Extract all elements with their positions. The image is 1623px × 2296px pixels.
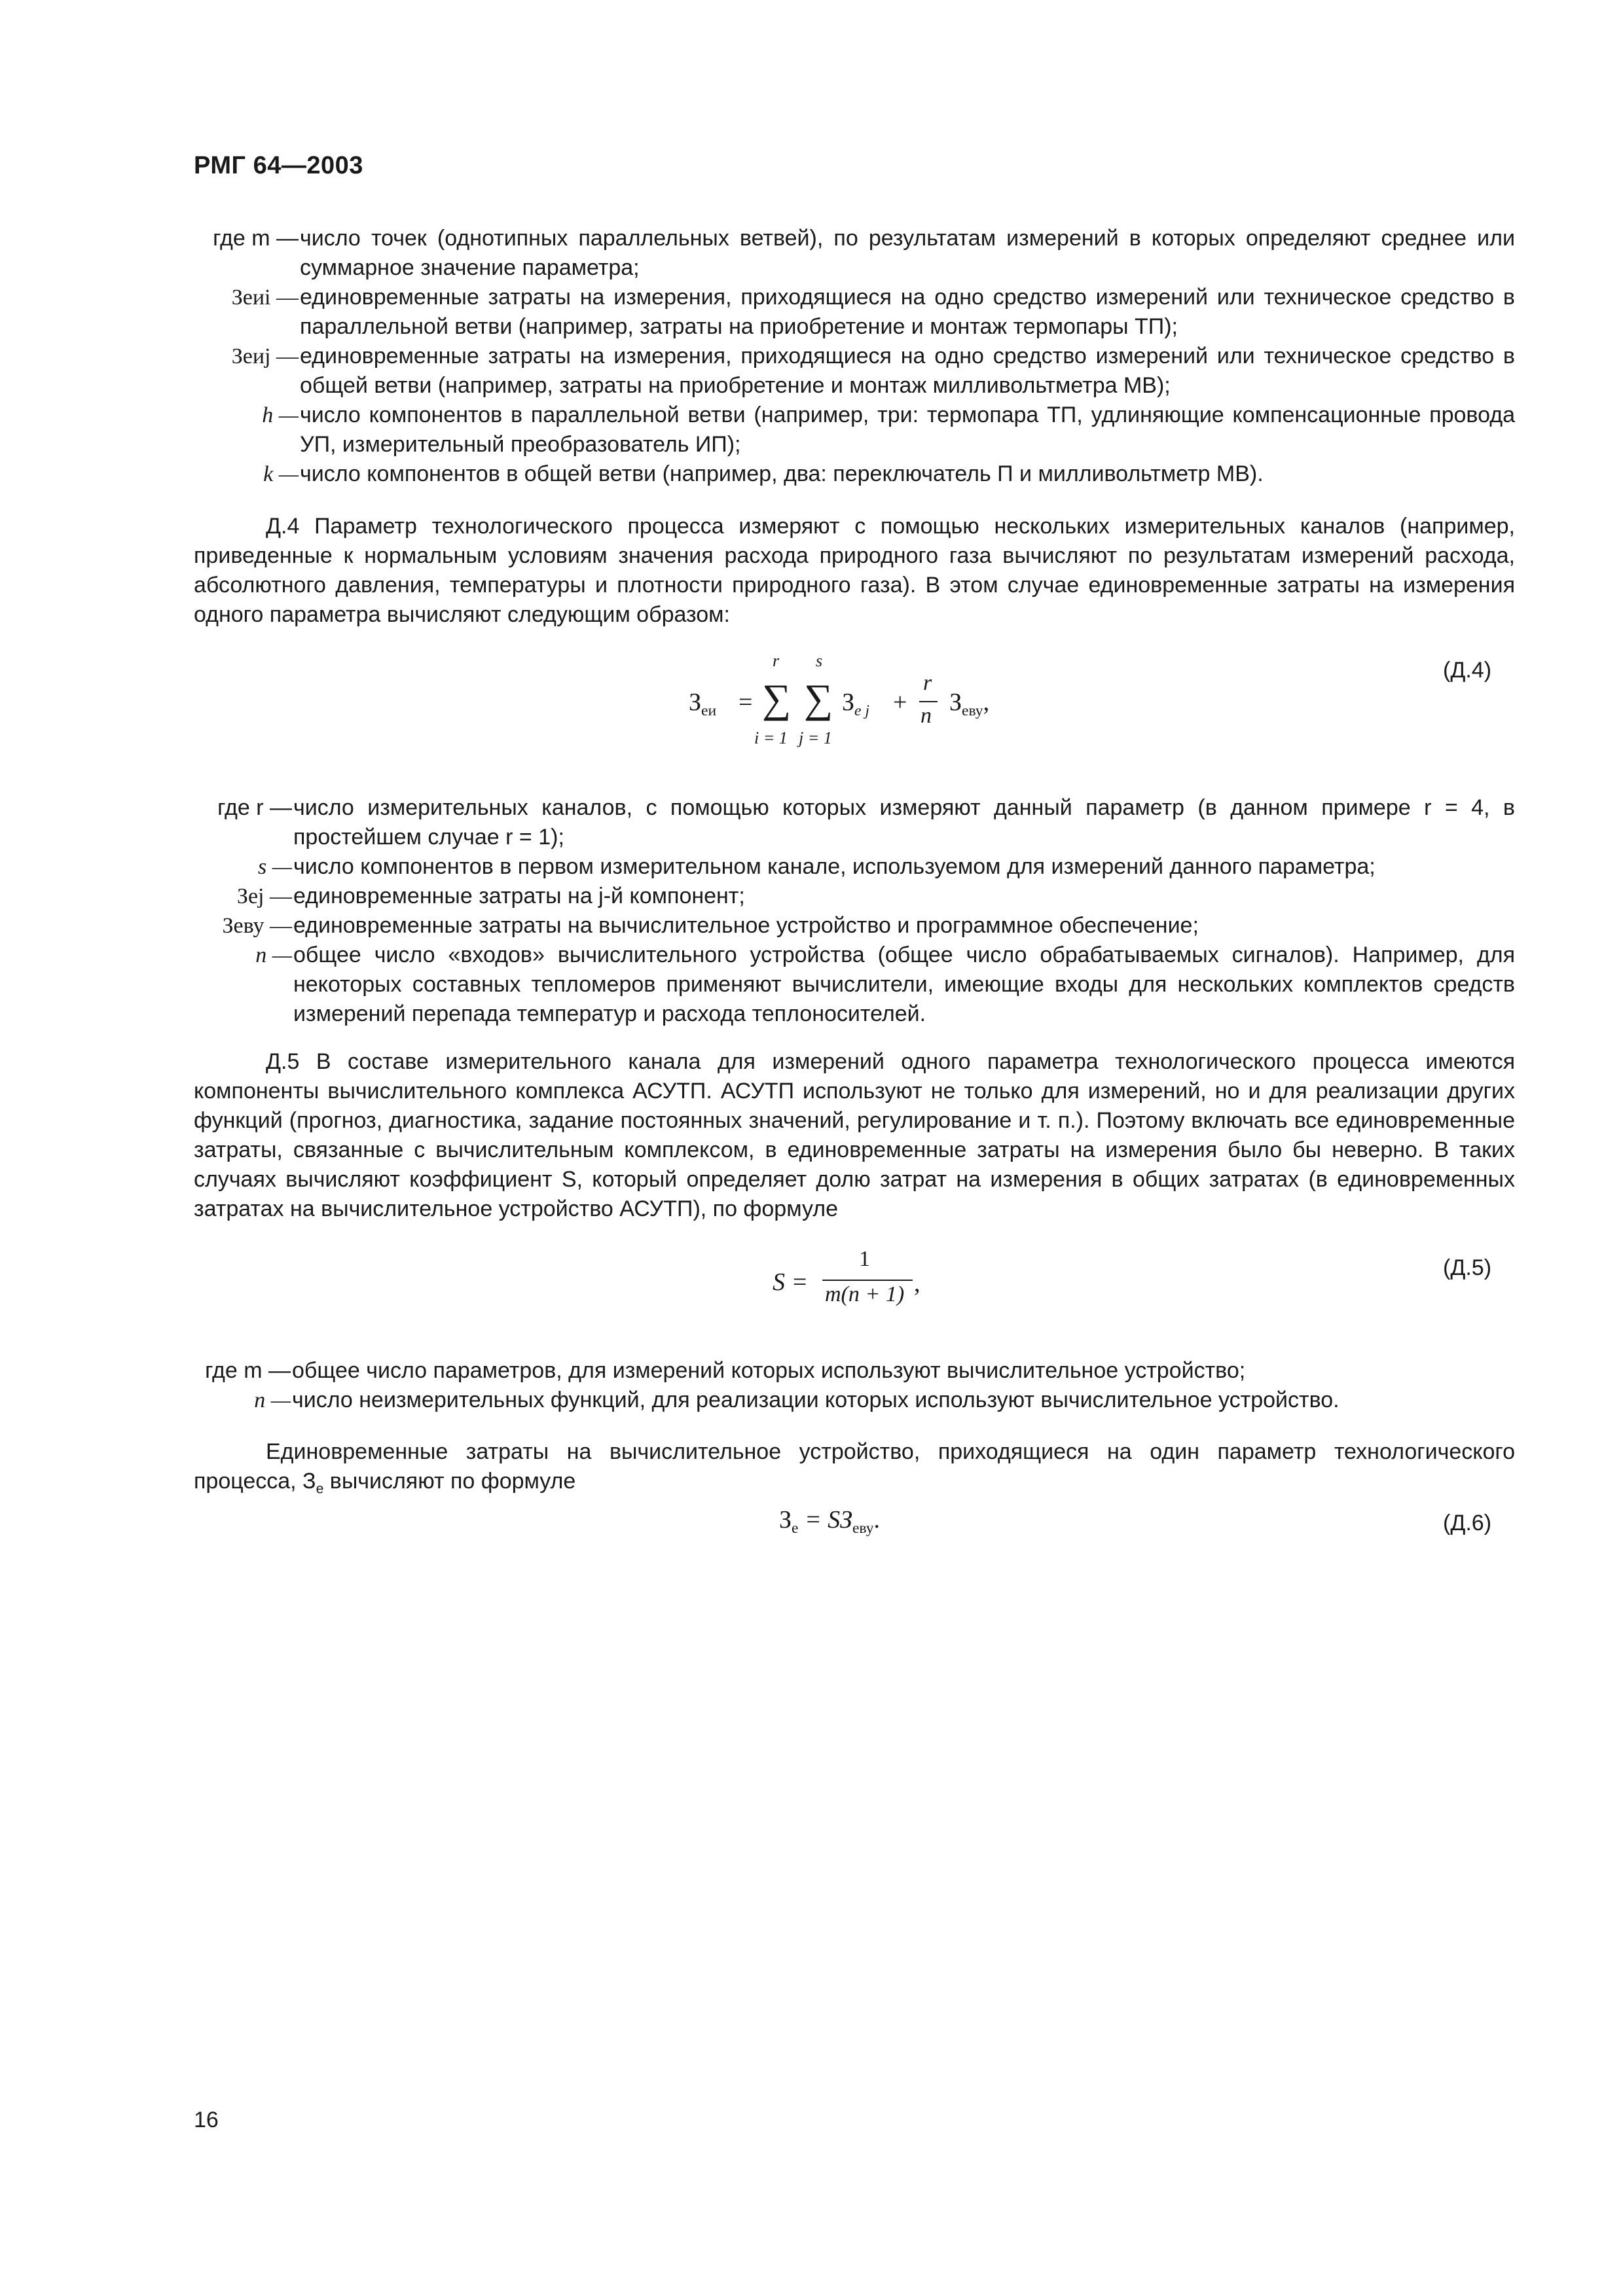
definition-term: n — bbox=[255, 943, 292, 967]
fraction-numerator: r bbox=[923, 671, 932, 695]
sum2-lower-limit: j = 1 bbox=[799, 728, 832, 747]
definition-term: где m — bbox=[213, 226, 299, 251]
equation-number-d5: (Д.5) bbox=[1443, 1255, 1492, 1280]
definition-term: s — bbox=[258, 855, 292, 879]
formula-d4-term1: $З_{е j}$ bbox=[842, 689, 869, 720]
definition-text: число компонентов в параллельной ветви (например, три: термопара ТП, удлиняющие компенсационные провода УП, измерительный преобразователь ИП); bbox=[300, 403, 1515, 457]
formula-d4-term2: $З_{еву}$, bbox=[949, 689, 990, 720]
paragraph-d6 bbox=[194, 1437, 1515, 1496]
paragraph-d5-text: Д.5 В составе измерительного канала для измерений одного параметра технологического процесса имеются компоненты вычислительного комплекса АСУТП. АСУТП используют не только для измерений, но и для реализации других функций (прогноз, диагностика, задание постоянных значений, регулирование и т. п.). Поэтому включать все единовременные затраты, связанные с вычислительным комплексом, в единовременные затраты на измерения было бы неверно. В таких случаях вычисляют коэффициент S, который определяет долю затрат на измерения в общих затратах (в единовременных затратах на вычислительное устройство АСУТП), по формуле bbox=[194, 1049, 1515, 1221]
formula-d4-lhs: $З_{еи}$ bbox=[689, 689, 717, 720]
definitions-block-1 bbox=[194, 224, 1515, 489]
definition-item bbox=[194, 793, 1515, 852]
definition-term: где m — bbox=[205, 1358, 291, 1383]
formula-d6 bbox=[779, 1505, 976, 1545]
definitions-block-2 bbox=[194, 793, 1515, 1029]
definition-item bbox=[194, 852, 1515, 882]
definition-item bbox=[194, 882, 1515, 911]
definition-text: единовременные затраты на j-й компонент; bbox=[293, 884, 745, 908]
definition-term: Зеву — bbox=[222, 914, 292, 938]
definition-text: число компонентов в первом измерительном канале, используемом для измерений данного параметра; bbox=[293, 854, 1376, 879]
definition-item bbox=[194, 401, 1515, 459]
definition-text: число компонентов в общей ветви (например, два: переключатель П и милливольтметр МВ). bbox=[300, 461, 1264, 486]
fraction-denominator: m(n + 1) bbox=[825, 1282, 905, 1306]
equation-number-d6: (Д.6) bbox=[1443, 1511, 1492, 1535]
formula-d4-plus: + bbox=[893, 689, 907, 716]
paragraph-d4 bbox=[194, 512, 1515, 630]
page-number: 16 bbox=[194, 2108, 219, 2132]
sum1-lower-limit: i = 1 bbox=[754, 728, 788, 747]
paragraph-d4-text: Д.4 Параметр технологического процесса измеряют с помощью нескольких измерительных каналов (например, приведенные к нормальным условиям значения расхода природного газа вычисляют по результатам измерений расхода, абсолютного давления, температуры и плотности природного газа). В этом случае единовременные затраты на измерения одного параметра вычисляют следующим образом: bbox=[194, 514, 1515, 627]
paragraph-d5 bbox=[194, 1047, 1515, 1224]
definition-item bbox=[194, 1386, 1515, 1415]
document-header: РМГ 64—2003 bbox=[194, 152, 363, 179]
definition-term: где r — bbox=[217, 795, 292, 820]
formula-d4-equals: = bbox=[739, 689, 753, 716]
formula-d6-rhs-sub: еву bbox=[852, 1520, 874, 1537]
definitions-block-3 bbox=[194, 1356, 1515, 1415]
formula-d5 bbox=[773, 1247, 995, 1319]
formula-d5-comma: , bbox=[914, 1270, 921, 1297]
definition-item bbox=[194, 224, 1515, 283]
formula-d4 bbox=[689, 651, 1095, 756]
definition-term: n — bbox=[254, 1388, 291, 1412]
formula-d6-rhs: = SЗ bbox=[798, 1506, 852, 1534]
definition-text: общее число параметров, для измерений которых используют вычислительное устройство; bbox=[292, 1358, 1246, 1383]
sum-sign-2: ∑ bbox=[804, 677, 833, 721]
definition-item bbox=[194, 911, 1515, 941]
fraction-denominator: n bbox=[921, 704, 932, 728]
paragraph-d6-text: Единовременные затраты на вычислительное устройство, приходящиеся на один параметр технологического процесса, $З_е$ вычисляют по формуле bbox=[194, 1439, 1515, 1497]
definition-text: общее число «входов» вычислительного устройства (общее число обрабатываемых сигналов). Например, для некоторых составных тепломеров применяют вычислители, имеющие входы для нескольких комплектов средств измерений перепада температур и расхода теплоносителей. bbox=[293, 942, 1515, 1026]
fraction-bar bbox=[822, 1280, 913, 1281]
definition-item bbox=[194, 342, 1515, 401]
definition-text: единовременные затраты на измерения, приходящиеся на одно средство измерений или техническое средство в общей ветви (например, затраты на приобретение и монтаж милливольтметра МВ); bbox=[300, 344, 1515, 398]
fraction-numerator: 1 bbox=[859, 1247, 870, 1271]
formula-d5-lhs: S = bbox=[773, 1268, 809, 1296]
definition-text: единовременные затраты на вычислительное устройство и программное обеспечение; bbox=[293, 913, 1199, 938]
formula-d6-lhs: $З_е$ bbox=[779, 1506, 799, 1537]
fraction-bar bbox=[919, 701, 938, 702]
definition-term: k — bbox=[263, 462, 299, 486]
equation-number-d4: (Д.4) bbox=[1443, 658, 1492, 683]
sum2-upper-limit: s bbox=[816, 651, 823, 670]
definition-item bbox=[194, 1356, 1515, 1386]
sum1-upper-limit: r bbox=[773, 651, 780, 670]
definition-item bbox=[194, 283, 1515, 342]
definition-text: число измерительных каналов, с помощью которых измеряют данный параметр (в данном примере r = 4, в простейшем случае r = 1); bbox=[293, 795, 1515, 850]
definition-item bbox=[194, 941, 1515, 1029]
formula-d6-period: . bbox=[873, 1506, 881, 1534]
definition-text: единовременные затраты на измерения, приходящиеся на одно средство измерений или техническое средство в параллельной ветви (например, затраты на приобретение и монтаж термопары ТП); bbox=[300, 285, 1515, 339]
definition-term: Зеиj — bbox=[231, 344, 299, 368]
definition-term: h — bbox=[262, 403, 299, 427]
sum-sign-1: ∑ bbox=[762, 677, 792, 721]
definition-text: число точек (однотипных параллельных ветвей), по результатам измерений в которых определяют среднее или суммарное значение параметра; bbox=[300, 226, 1515, 280]
definition-item bbox=[194, 459, 1515, 489]
definition-term: Зej — bbox=[236, 884, 292, 908]
definition-text: число неизмерительных функций, для реализации которых используют вычислительное устройство. bbox=[292, 1388, 1340, 1412]
definition-term: Зеиi — bbox=[231, 285, 299, 310]
